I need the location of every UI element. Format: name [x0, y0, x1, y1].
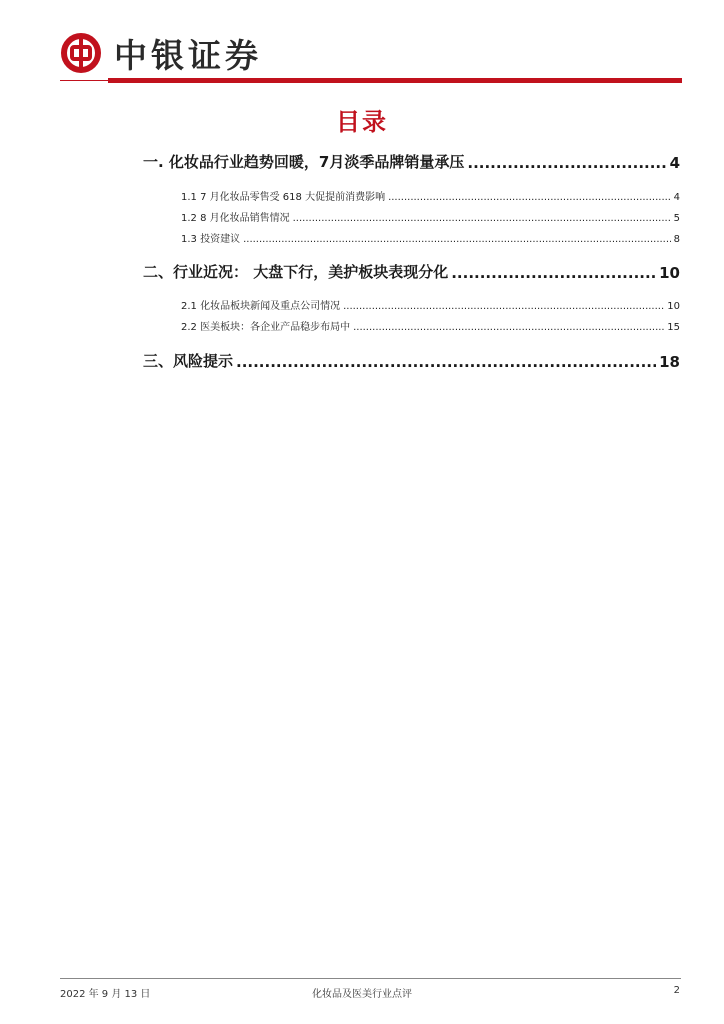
- footer-page-number: 2: [673, 985, 680, 996]
- toc-entry-label: 三、风险提示: [143, 352, 234, 370]
- footer-rule: [60, 978, 681, 979]
- toc-entry-label: 1.2 8 月化妆品销售情况: [181, 213, 290, 224]
- toc-entry[interactable]: [181, 188, 680, 203]
- toc-entry[interactable]: [143, 350, 680, 371]
- toc-entry-page: 4: [669, 154, 680, 172]
- brand-name: 中银证券: [114, 35, 262, 75]
- toc-entry-page: 8: [673, 234, 680, 245]
- toc-entry-label: 1.3 投资建议: [181, 234, 241, 245]
- toc-leader-dots: [353, 322, 664, 333]
- footer-report-title: 化妆品及医美行业点评: [312, 989, 412, 1000]
- toc-entry-label: 1.1 7 月化妆品零售受 618 大促提前消费影响: [181, 192, 386, 203]
- toc-entry[interactable]: [181, 318, 680, 333]
- toc-entry-page: 4: [673, 192, 680, 203]
- header-thin-rule: [60, 80, 108, 81]
- toc-entry-label: 2.1 化妆品板块新闻及重点公司情况: [181, 301, 341, 312]
- toc-entry[interactable]: [143, 151, 680, 172]
- toc-entry[interactable]: [181, 297, 680, 312]
- toc-leader-dots: [467, 154, 666, 172]
- toc-entry-page: 10: [659, 264, 680, 282]
- toc-leader-dots: [243, 234, 671, 245]
- toc-entry-page: 15: [667, 322, 680, 333]
- toc-leader-dots: [236, 353, 656, 371]
- toc-leader-dots: [343, 301, 664, 312]
- header-red-rule: [108, 78, 682, 83]
- toc-entry[interactable]: [143, 261, 680, 282]
- toc-leader-dots: [293, 213, 671, 224]
- toc-leader-dots: [451, 264, 656, 282]
- toc-entry-page: 18: [659, 353, 680, 371]
- toc-leader-dots: [388, 192, 671, 203]
- toc-entry-label: 一. 化妆品行业趋势回暖，7月淡季品牌销量承压: [143, 153, 465, 171]
- toc-entry-label: 二、行业近况： 大盘下行，美护板块表现分化: [143, 263, 449, 281]
- toc-entry-page: 5: [673, 213, 680, 224]
- toc-entry[interactable]: [181, 209, 680, 224]
- header: [60, 30, 262, 76]
- toc-entry-label: 2.2 医美板块：各企业产品稳步布局中: [181, 322, 351, 333]
- toc-title: 目录: [336, 108, 388, 136]
- footer-date: 2022 年 9 月 13 日: [60, 989, 151, 1000]
- toc-entry-page: 10: [667, 301, 680, 312]
- toc-entry[interactable]: [181, 230, 680, 245]
- bank-of-china-logo-icon: [60, 32, 102, 74]
